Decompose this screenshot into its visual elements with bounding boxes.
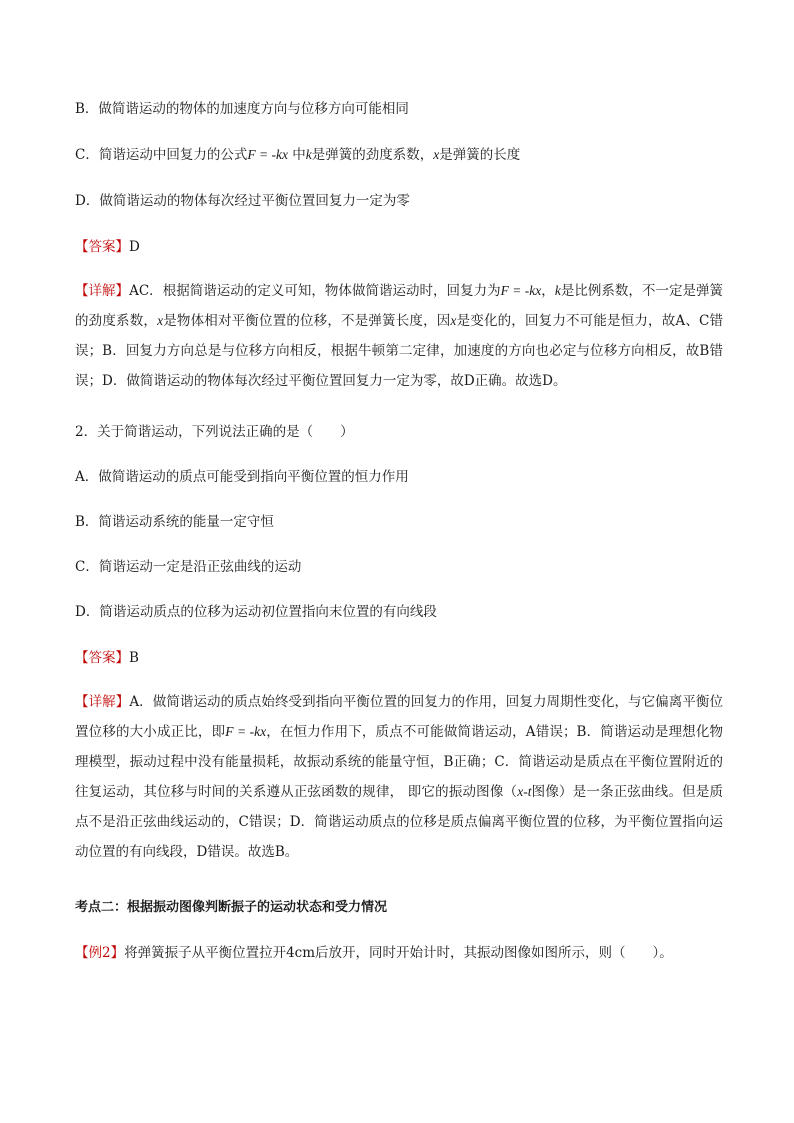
- answer-label: 【答案】: [75, 650, 129, 666]
- detail-label: 【详解】: [75, 694, 130, 710]
- section-title: 考点二：根据振动图像判断振子的运动状态和受力情况: [75, 900, 388, 915]
- q1-option-b: B．做简谐运动的物体的加速度方向与位移方向可能相同: [75, 101, 409, 117]
- answer-value: B: [129, 650, 139, 666]
- q1-detail: 【详解】AC．根据简谐运动的定义可知，物体做简谐运动时，回复力为F = -kx，k是比例系数，不一定是弹簧的劲度系数，x是物体相对平衡位置的位移，不是弹簧长度，因x是变化的，回复力不可能是恒力，故A、C错误；B．回复力方向总是与位移方向相反，根据牛顿第二定律，加速度的方向也必定与位移方向相反，故B错误；D．做简谐运动的物体每次经过平衡位置回复力一定为零，故D正确。故选D。: [75, 283, 724, 389]
- q2-option-b: B．简谐运动系统的能量一定守恒: [75, 514, 274, 530]
- q2-stem: 2．关于简谐运动，下列说法正确的是（ ）: [75, 424, 354, 440]
- q2-option-c: C．简谐运动一定是沿正弦曲线的运动: [75, 559, 302, 575]
- q2-option-a: A．做简谐运动的质点可能受到指向平衡位置的恒力作用: [75, 469, 409, 485]
- example-2: 【例2】将弹簧振子从平衡位置拉开4cm后放开，同时开始计时，其振动图像如图所示，则（ ）。: [75, 945, 673, 961]
- q2-answer: [75, 647, 725, 669]
- example-label: 【例2】: [75, 945, 125, 961]
- q1-answer: [75, 236, 725, 258]
- formula-restoring-force: F = -kx: [247, 147, 288, 162]
- q2-option-d: D．简谐运动质点的位移为运动初位置指向末位置的有向线段: [75, 604, 437, 620]
- q1-option-d: D．做简谐运动的物体每次经过平衡位置回复力一定为零: [75, 193, 410, 209]
- answer-label: 【答案】: [75, 239, 129, 255]
- q2-detail: 【详解】A．做简谐运动的质点始终受到指向平衡位置的回复力的作用，回复力周期性变化，与它偏离平衡位置位移的大小成正比，即F = -kx，在恒力作用下，质点不可能做简谐运动，A错误；B．简谐运动是理想化物理模型，振动过程中没有能量损耗，故振动系统的能量守恒，B正确；C．简谐运动是质点在平衡位置附近的往复运动，其位移与时间的关系遵从正弦函数的规律， 即它的振动图像（x-t图像）是一条正弦曲线。但是质点不是沿正弦曲线运动的，C错误；D．简谐运动质点的位移是质点偏离平衡位置的位移，为平衡位置指向运动位置的有向线段，D错误。故选B。: [75, 694, 724, 860]
- answer-value: D: [129, 239, 140, 255]
- q1-option-c: C．简谐运动中回复力的公式F = -kx 中k是弹簧的劲度系数，x是弹簧的长度: [75, 147, 521, 163]
- detail-label: 【详解】: [75, 283, 130, 299]
